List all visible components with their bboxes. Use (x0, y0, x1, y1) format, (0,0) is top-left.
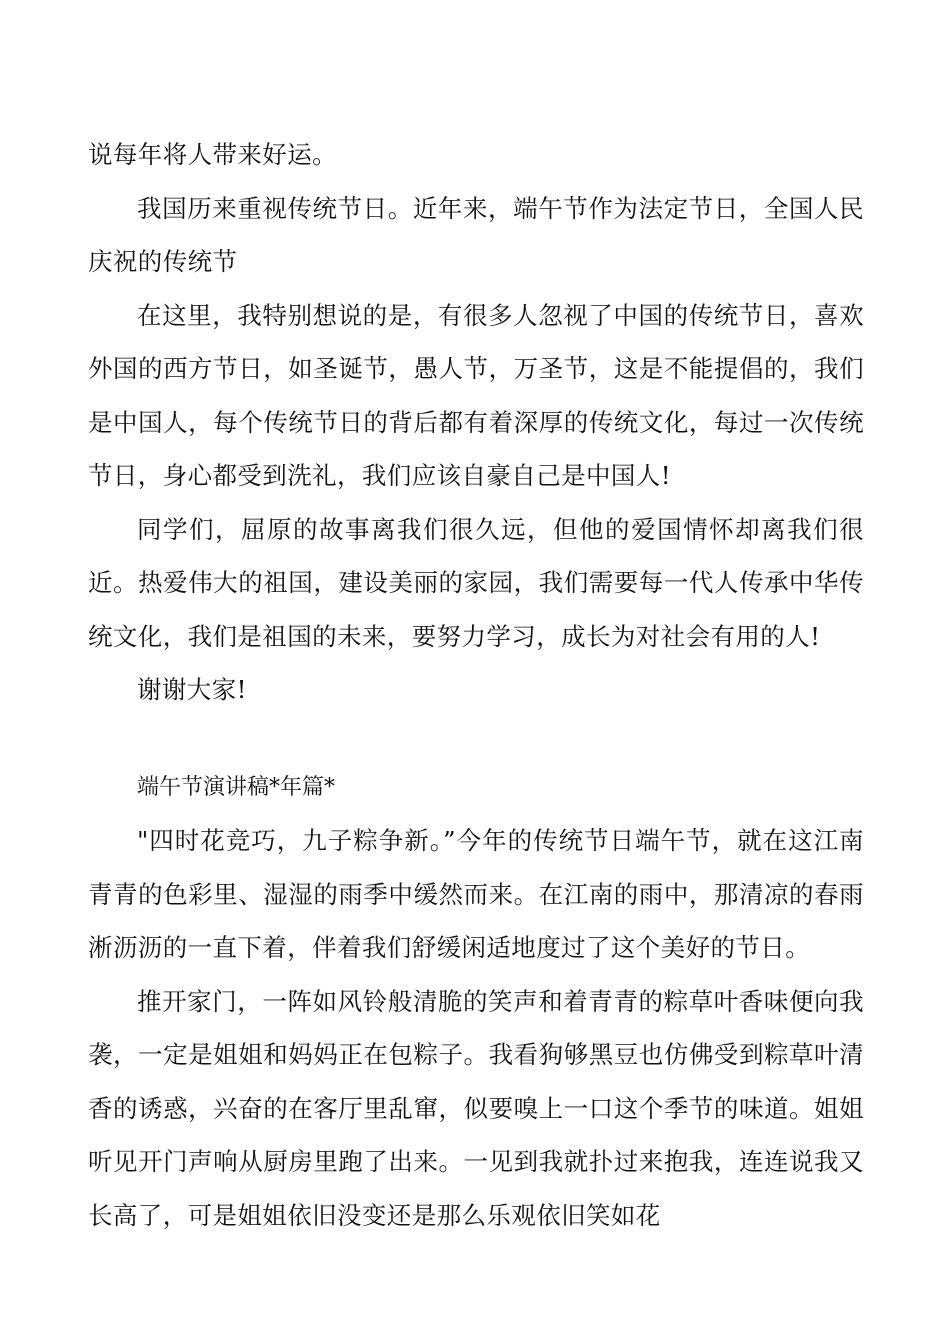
paragraph: 在这里，我特别想说的是，有很多人忽视了中国的传统节日，喜欢外国的西方节日，如圣诞节，愚人节，万圣节，这是不能提倡的，我们是中国人，每个传统节日的背后都有着深厚的传统文化，每过一次传统节日，身心都受到洗礼，我们应该自豪自己是中国人! (88, 300, 864, 490)
paragraph-closing: 谢谢大家! (137, 675, 247, 704)
paragraph: 推开家门，一阵如风铃般清脆的笑声和着青青的粽草叶香味便向我袭，一定是姐姐和妈妈正在包粽子。我看狗够黑豆也仿佛受到粽草叶清香的诱惑，兴奋的在客厅里乱窜，似要嗅上一口这个季节的味道。姐姐听见开门声响从厨房里跑了出来。一见到我就扑过来抱我，连连说我又长高了，可是姐姐依旧没变还是那么乐观依旧笑如花 (88, 986, 864, 1230)
paragraph: 我国历来重视传统节日。近年来，端午节作为法定节日，全国人民庆祝的传统节 (88, 193, 864, 276)
section-title: 端午节演讲稿*年篇* (137, 774, 336, 800)
section-spacer (88, 717, 864, 761)
document-page (88, 128, 864, 1242)
paragraph: "四时花竞巧，九子粽争新。”今年的传统节日端午节，就在这江南青青的色彩里、湿湿的雨季中缓然而来。在江南的雨中，那清凉的春雨淅沥沥的一直下着，伴着我们舒缓闲适地度过了这个美好的节日。 (88, 826, 864, 962)
paragraph: 同学们，屈原的故事离我们很久远，但他的爱国情怀却离我们很近。热爱伟大的祖国，建设美丽的家园，我们需要每一代人传承中华传统文化，我们是祖国的未来，要努力学习，成长为对社会有用的人! (88, 514, 864, 651)
paragraph-continuation: 说每年将人带来好运。 (88, 140, 337, 169)
